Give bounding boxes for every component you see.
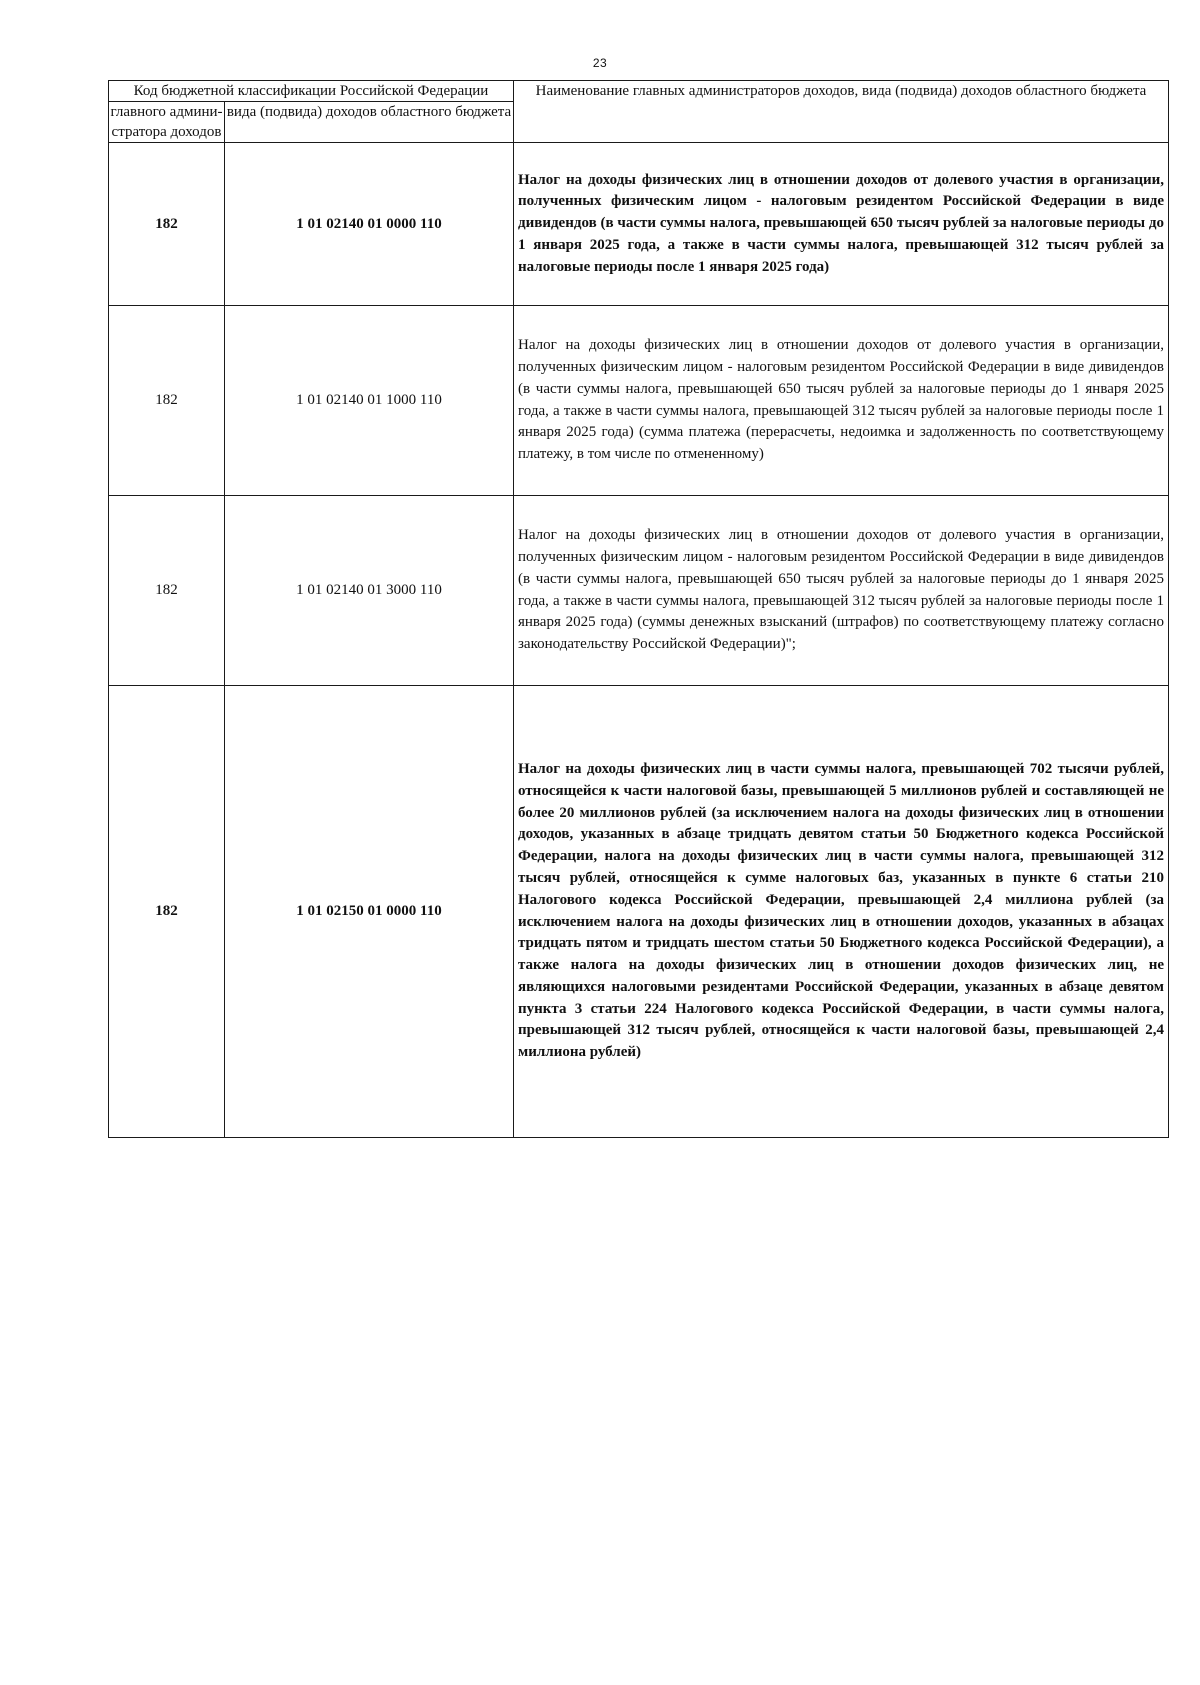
admin-code-cell: 182 <box>109 306 225 496</box>
admin-code-cell: 182 <box>109 143 225 306</box>
income-code-cell: 1 01 02140 01 1000 110 <box>225 306 514 496</box>
page-number: 23 <box>592 56 608 70</box>
header-income-column <box>225 102 514 143</box>
income-name-cell: Налог на доходы физических лиц в отношении доходов от долевого участия в организации, полученных физическим лицом - налоговым резидентом Российской Федерации в виде дивидендов (в части суммы налога, превышающей 650 тысяч рублей за налоговые периоды до 1 января 2025 года, а также в части суммы налога, превышающей 312 тысяч рублей за налоговые периоды после 1 января 2025 года) <box>514 143 1169 306</box>
header-admin-column <box>109 102 225 143</box>
table-row <box>109 143 1169 306</box>
income-code-cell: 1 01 02140 01 0000 110 <box>225 143 514 306</box>
table-row <box>109 686 1169 1138</box>
header-income-label: вида (подвида) доходов областного бюджета <box>226 104 512 120</box>
table-row <box>109 496 1169 686</box>
income-name-cell: Налог на доходы физических лиц в части суммы налога, превышающей 702 тысячи рублей, относящейся к части налоговой базы, превышающей 5 миллионов рублей и составляющей не более 20 миллионов рублей (за исключением налога на доходы физических лиц в отношении доходов, указанных в абзаце тридцать девятом статьи 50 Бюджетного кодекса Российской Федерации, налога на доходы физических лиц в части суммы налога, превышающей 312 тысяч рублей, относящейся к сумме налоговых баз, указанных в пункте 6 статьи 210 Налогового кодекса Российской Федерации, превышающей 2,4 миллиона рублей (за исключением налога на доходы физических лиц в отношении доходов, указанных в абзацах тридцать пятом и тридцать шестом статьи 50 Бюджетного кодекса Российской Федерации), а также налога на доходы физических лиц в отношении доходов физических лиц, не являющихся налоговыми резидентами Российской Федерации, указанных в абзаце девятом пункта 3 статьи 224 Налогового кодекса Российской Федерации, в части суммы налога, превышающей 312 тысяч рублей, относящейся к части налоговой базы, превышающей 2,4 миллиона рублей) <box>514 686 1169 1138</box>
admin-code-cell: 182 <box>109 496 225 686</box>
income-name-cell: Налог на доходы физических лиц в отношении доходов от долевого участия в организации, полученных физическим лицом - налоговым резидентом Российской Федерации в виде дивидендов (в части суммы налога, превышающей 650 тысяч рублей за налоговые периоды до 1 января 2025 года, а также в части суммы налога, превышающей 312 тысяч рублей за налоговые периоды после 1 января 2025 года) (сумма платежа (перерасчеты, недоимка и задолженность по соответствующему платежу, в том числе по отмененному) <box>514 306 1169 496</box>
header-admin-label: главного админи- стратора доходов <box>110 104 223 140</box>
table-header-row <box>109 81 1169 102</box>
header-name-column: Наименование главных администраторов доходов, вида (подвида) доходов областного бюджета <box>514 81 1169 143</box>
income-name-cell: Налог на доходы физических лиц в отношении доходов от долевого участия в организации, полученных физическим лицом - налоговым резидентом Российской Федерации в виде дивидендов (в части суммы налога, превышающей 650 тысяч рублей за налоговые периоды до 1 января 2025 года, а также в части суммы налога, превышающей 312 тысяч рублей за налоговые периоды после 1 января 2025 года) (суммы денежных взысканий (штрафов) по соответствующему платежу согласно законодательству Российской Федерации)"; <box>514 496 1169 686</box>
income-code-cell: 1 01 02150 01 0000 110 <box>225 686 514 1138</box>
budget-classification-table <box>108 80 1169 1138</box>
table-row <box>109 306 1169 496</box>
income-code-cell: 1 01 02140 01 3000 110 <box>225 496 514 686</box>
header-code-group: Код бюджетной классификации Российской Федерации <box>109 81 514 102</box>
admin-code-cell: 182 <box>109 686 225 1138</box>
